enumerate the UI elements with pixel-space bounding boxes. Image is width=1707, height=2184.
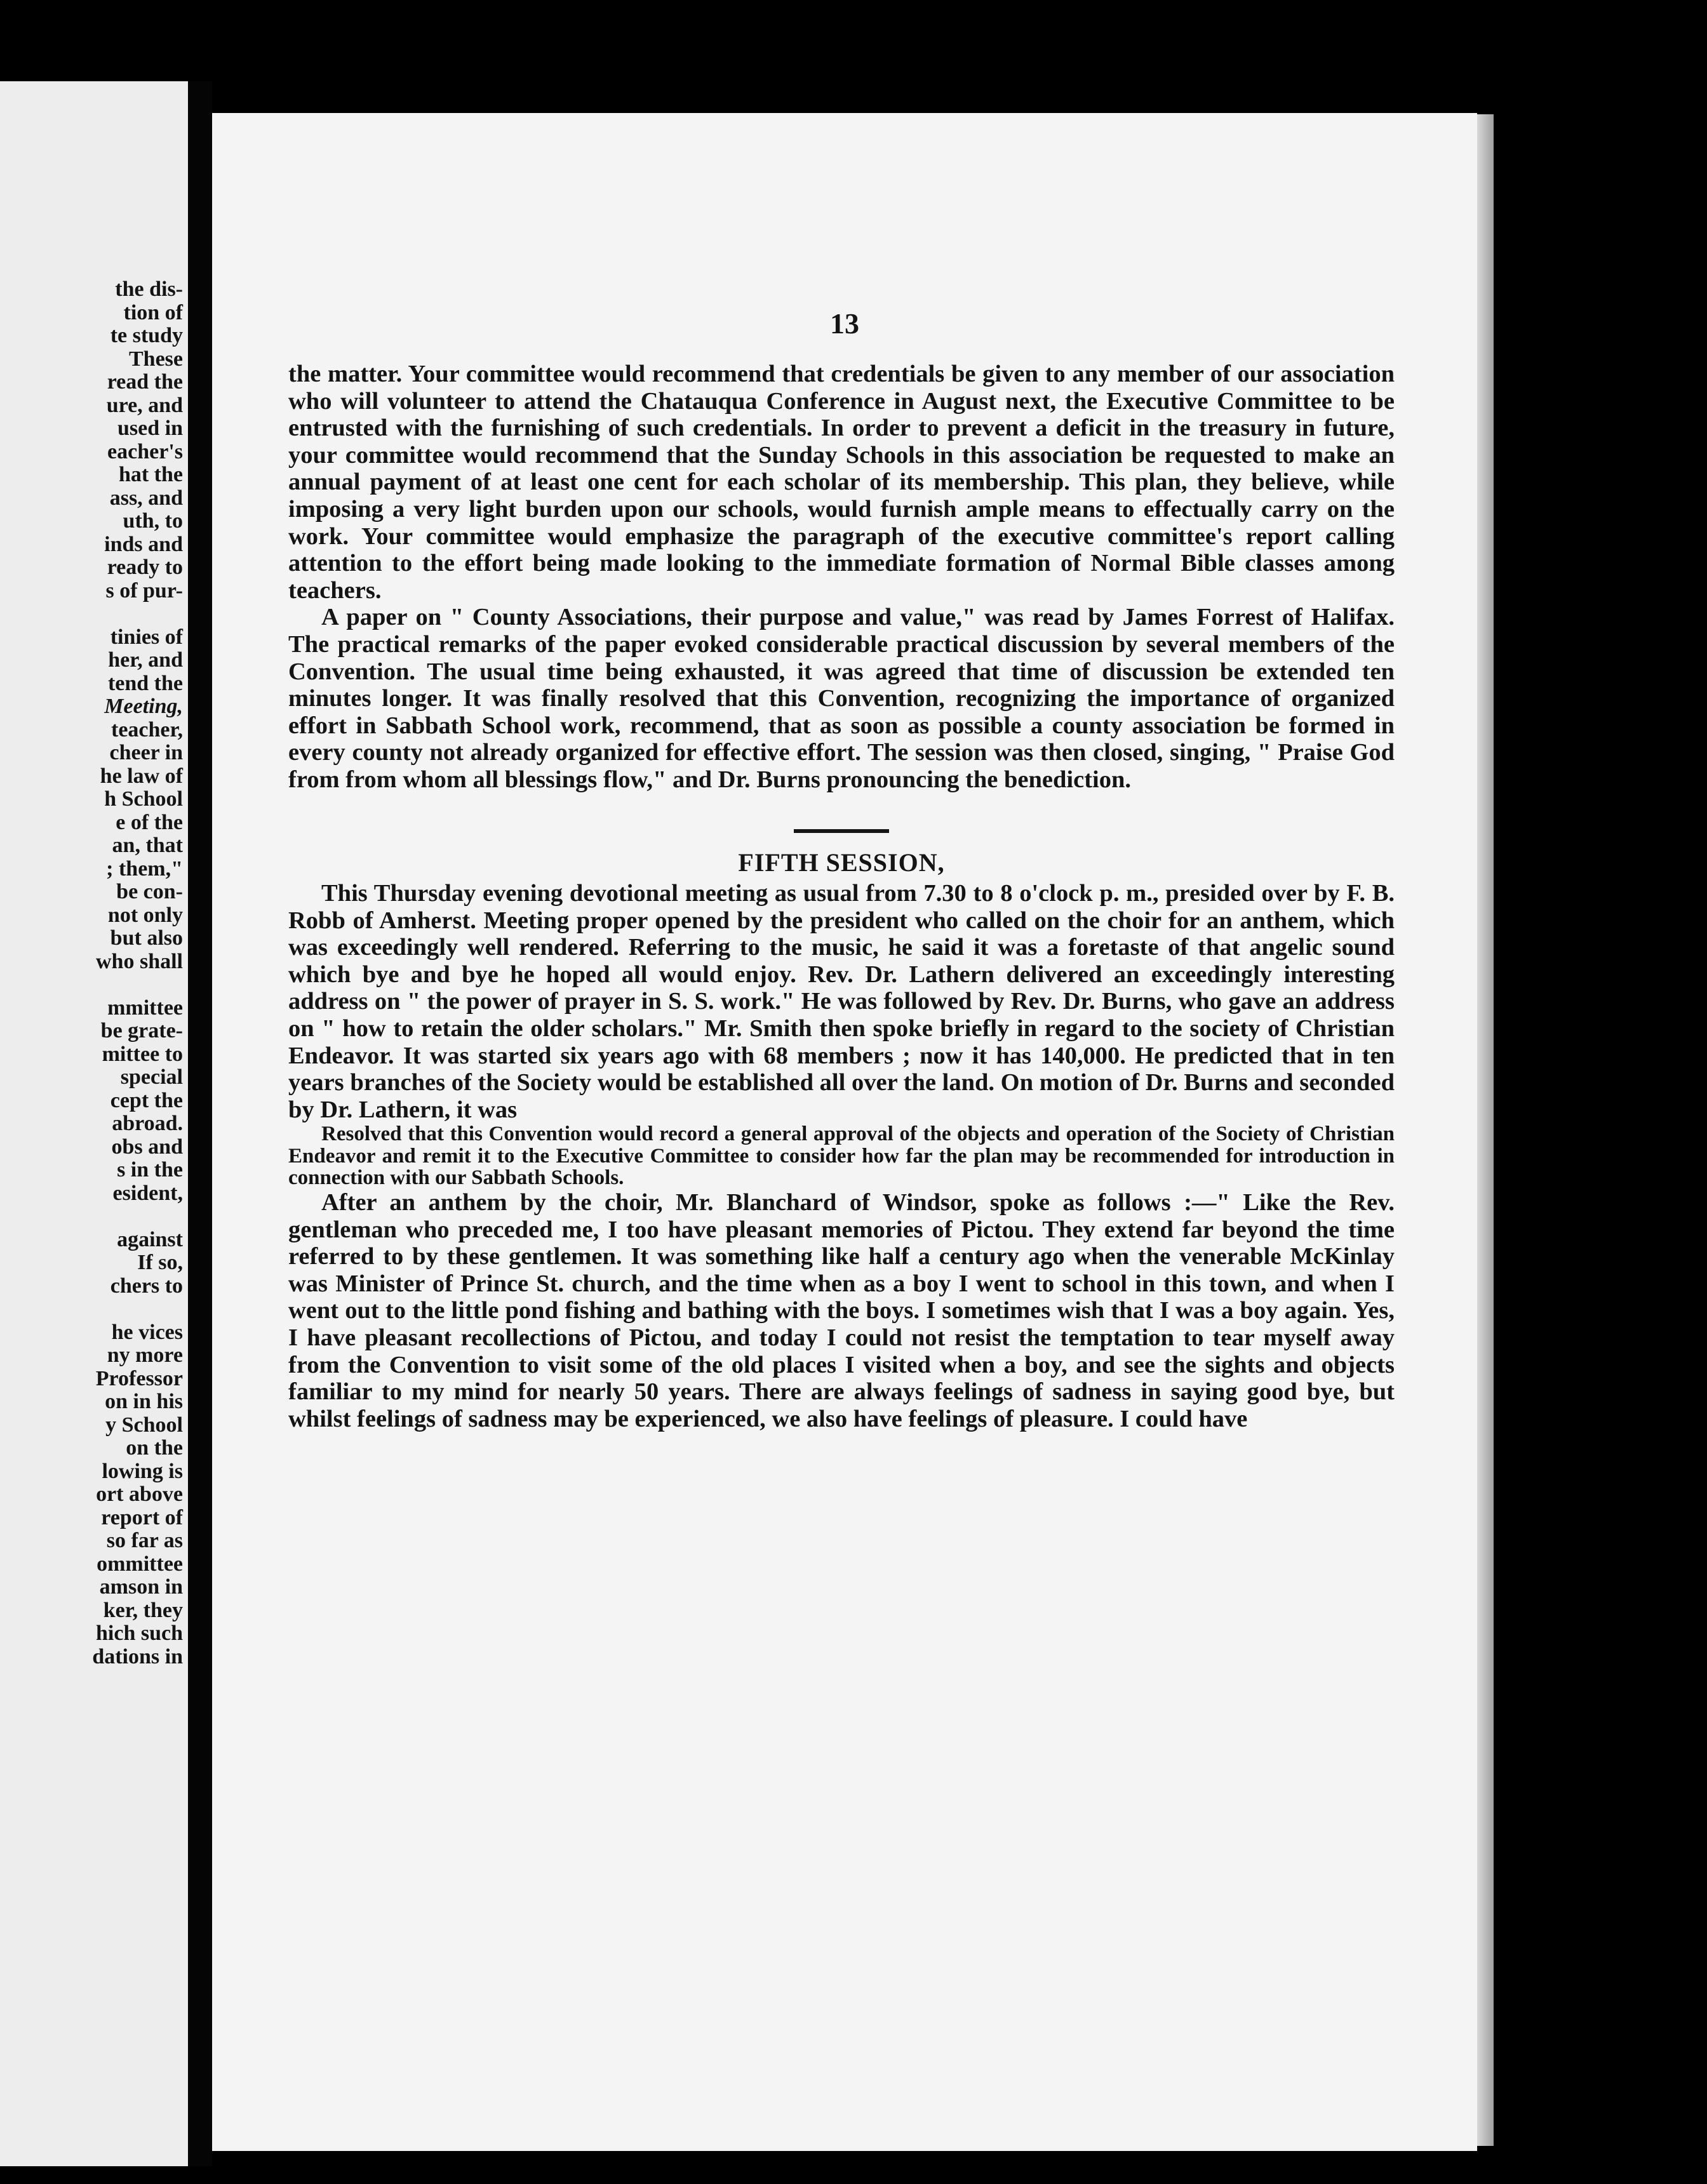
facing-page-line: on the [126, 1436, 183, 1460]
facing-page-line: not only [107, 903, 183, 927]
facing-page-line: mmittee [107, 995, 183, 1020]
paragraph-fifth-session: This Thursday evening devotional meeting as usual from 7.30 to 8 o'clock p. m., presided over by F. B. Robb of Amherst. Meeting proper opened by the president who called on the choir for an anthem, which was exceedingly well rendered. Referring to the music, he said it was a foretaste of that angelic sound which bye and bye he hoped all would enjoy. Rev. Dr. Lathern delivered an exceedingly interesting address on " the power of prayer in S. S. work." He was followed by Rev. Dr. Burns, who gave an address on " how to retain the older scholars." Mr. Smith then spoke briefly in regard to the society of Christian Endeavor. It was started six years ago with 68 members ; now it has 140,000. He predicted that in ten years branches of the Society would be established all over the land. On motion of Dr. Burns and seconded by Dr. Lathern, it was [288, 880, 1395, 1123]
facing-page-line: mittee to [102, 1042, 183, 1066]
paragraph-county-associations: A paper on " County Associations, their purpose and value," was read by James Forrest of Halifax. The practical remarks of the paper evoked considerable practical discussion by several members of the Convention. The usual time being exhausted, it was agreed that time of discussion be extended ten minutes longer. It was finally resolved that this Convention, recognizing the importance of organized effort in Sabbath School work, recommend, that as soon as possible a county association be formed in every county not already organized for effective effort. The session was then closed, singing, " Praise God from from whom all blessings flow," and Dr. Burns pronouncing the benediction. [288, 604, 1395, 793]
facing-page-line: Professor [95, 1366, 183, 1390]
facing-page-line: s in the [117, 1158, 183, 1182]
facing-page-line: her, and [108, 648, 183, 672]
facing-page-line: cheer in [109, 741, 183, 764]
page-number: 13 [830, 307, 859, 340]
facing-page-line: used in [117, 416, 183, 440]
facing-page-line: teacher, [111, 717, 183, 742]
facing-page-line: tend the [107, 671, 183, 695]
facing-page-line: amson in [99, 1575, 183, 1599]
facing-page-line: ny more [107, 1343, 183, 1367]
facing-page-line [0, 603, 183, 626]
facing-page-line: ; them," [106, 856, 183, 881]
facing-page-line: he vices [111, 1320, 183, 1344]
facing-page-line: the dis- [115, 277, 183, 301]
facing-page-line: on in his [105, 1390, 183, 1413]
facing-page-line: lowing is [102, 1459, 183, 1483]
facing-page-fragment [0, 81, 188, 2166]
facing-page-line: ready to [107, 556, 183, 579]
facing-page-line: ommittee [97, 1552, 183, 1576]
section-divider [794, 829, 889, 833]
page-edge-shadow [1477, 114, 1494, 2146]
facing-page-line: obs and [111, 1135, 183, 1159]
facing-page-line [0, 1205, 183, 1228]
facing-page-line: an, that [112, 834, 183, 857]
facing-page-line: but also [110, 926, 183, 950]
facing-page-line: cept the [110, 1088, 183, 1112]
facing-page-line: dations in [92, 1644, 183, 1668]
facing-page-line: chers to [110, 1274, 183, 1298]
facing-page-line: report of [101, 1505, 183, 1529]
facing-page-line: abroad. [112, 1112, 183, 1135]
facing-page-line: Meeting, [104, 695, 183, 718]
facing-page-text [0, 278, 183, 1668]
facing-page-line: esident, [112, 1181, 183, 1205]
facing-page-line: read the [107, 370, 183, 394]
facing-page-line: These [129, 347, 183, 371]
page-body [288, 361, 1395, 1432]
facing-page-line: be con- [116, 880, 183, 903]
paragraph-committee-report: the matter. Your committee would recommend that credentials be given to any member of our association who will volunteer to attend the Chatauqua Conference in August next, the Executive Committee to be entrusted with the furnishing of such credentials. In order to prevent a deficit in the treasury in future, your committee would recommend that the Sunday Schools in this association be requested to make an annual payment of at least one cent for each scholar of its membership. This plan, they believe, while imposing a very light burden upon our schools, would furnish ample means to effectually carry on the work. Your committee would emphasize the paragraph of the executive committee's report calling attention to the effort being made looking to the immediate formation of Normal Bible classes among teachers. [288, 361, 1395, 604]
facing-page-line: e of the [116, 810, 183, 834]
facing-page-line: hich such [96, 1621, 183, 1645]
facing-page-line: y School [105, 1413, 183, 1437]
section-heading: FIFTH SESSION, [738, 848, 945, 877]
paragraph-blanchard-address: After an anthem by the choir, Mr. Blanchard of Windsor, spoke as follows :—" Like the Rev. gentleman who preceded me, I too have pleasant memories of Pictou. They extend far beyond the time referred to by these gentlemen. It was something like half a century ago when the venerable McKinlay was Minister of Prince St. church, and the time when as a boy I went to school in this town, and when I went out to the little pond fishing and bathing with the boys. I sometimes wish that I was a boy again. Yes, I have pleasant recollections of Pictou, and today I could not resist the temptation to tear myself away from the Convention to visit some of the old places I visited when a boy, and see the sights and objects familiar to my mind for nearly 50 years. There are always feelings of sadness in saying good bye, but whilst feelings of sadness may be experienced, we also have feelings of pleasure. I could have [288, 1189, 1395, 1432]
facing-page-line [0, 1298, 183, 1321]
facing-page-line: inds and [104, 532, 183, 556]
facing-page-line: so far as [106, 1529, 183, 1552]
facing-page-line: against [117, 1227, 183, 1251]
facing-page-line: be grate- [100, 1019, 183, 1042]
facing-page-line: who shall [96, 949, 183, 973]
facing-page-line: tinies of [110, 625, 183, 649]
facing-page-line: te study [110, 324, 183, 347]
book-page [212, 113, 1477, 2151]
facing-page-line: ure, and [106, 393, 183, 417]
resolution-text: Resolved that this Convention would record a general approval of the objects and operation of the Society of Christian Endeavor and remit it to the Executive Committee to consider how far the plan may be recommended for introduction in connection with our Sabbath Schools. [288, 1122, 1395, 1190]
facing-page-line: h School [104, 787, 183, 811]
facing-page-line: eacher's [107, 439, 183, 463]
facing-page-line: ker, they [103, 1598, 183, 1622]
page-gutter [188, 81, 212, 2166]
facing-page-line: If so, [137, 1251, 183, 1274]
facing-page-line: special [120, 1065, 183, 1089]
facing-page-line: s of pur- [105, 578, 183, 603]
facing-page-line: ort above [96, 1482, 183, 1506]
facing-page-line: he law of [100, 764, 183, 788]
facing-page-line: ass, and [109, 486, 183, 510]
facing-page-line: uth, to [123, 509, 183, 533]
facing-page-line [0, 973, 183, 997]
facing-page-line: hat the [118, 463, 183, 486]
facing-page-line: tion of [123, 300, 183, 324]
